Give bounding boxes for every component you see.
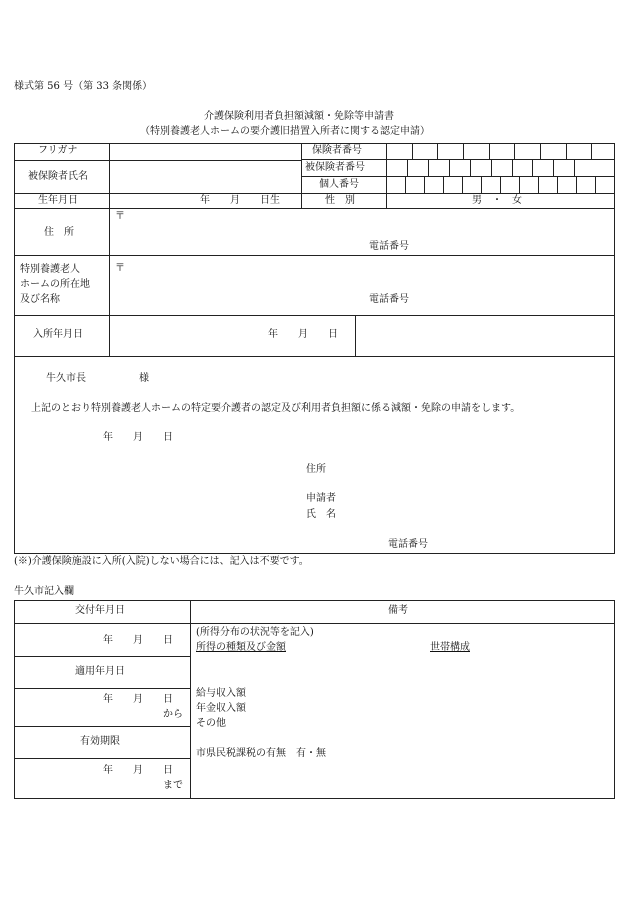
until-label: まで — [163, 780, 183, 791]
insured-name-label: 被保険者氏名 — [28, 171, 88, 182]
note-text: (※)介護保険施設に入所(入院)しない場合には、記入は不要です。 — [14, 556, 309, 567]
personal-number-label: 個人番号 — [319, 179, 359, 190]
declaration-statement: 上記のとおり特別養護老人ホームの特定要介護者の認定及び利用者負担額に係る減額・免除の申請をします。 — [31, 403, 521, 414]
income-type-label: 所得の種類及び金額 — [196, 642, 286, 653]
form-title: 介護保険利用者負担額減額・免除等申請書 — [204, 111, 394, 122]
city-section-heading: 牛久市記入欄 — [14, 586, 74, 597]
apply-date-fields: 年 月 日 — [103, 694, 173, 705]
valid-period-label: 有効期限 — [80, 736, 120, 747]
valid-period-fields: 年 月 日 — [103, 765, 173, 776]
tax-status-label: 市県民税課税の有無 有・無 — [196, 748, 326, 759]
sex-label: 性 別 — [325, 195, 355, 206]
home-postal-mark: 〒 — [115, 263, 125, 274]
home-phone-label: 電話番号 — [369, 294, 409, 305]
admission-date-fields: 年 月 日 — [268, 329, 338, 340]
applicant-phone-label: 電話番号 — [388, 539, 428, 550]
salary-label: 給与収入額 — [196, 688, 246, 699]
address-label: 住 所 — [44, 227, 74, 238]
from-label: から — [163, 709, 183, 720]
applicant-address-label: 住所 — [306, 464, 326, 475]
addressee: 牛久市長 — [46, 373, 86, 384]
pension-label: 年金収入額 — [196, 703, 246, 714]
form-number: 様式第 56 号（第 33 条関係） — [14, 81, 153, 92]
insured-number-label: 被保険者番号 — [305, 162, 365, 173]
income-note: (所得分布の状況等を記入) — [196, 627, 314, 638]
birthdate-fields: 年 月 日生 — [200, 195, 280, 206]
sex-options[interactable]: 男 ・ 女 — [472, 195, 522, 206]
birthdate-label: 生年月日 — [38, 195, 78, 206]
application-date-fields: 年 月 日 — [103, 432, 173, 443]
apply-date-label: 適用年月日 — [75, 666, 125, 677]
other-label: その他 — [196, 718, 226, 729]
applicant-name-label: 氏 名 — [306, 509, 336, 520]
home-label-line1: 特別養護老人 — [20, 264, 80, 275]
honorific: 様 — [139, 373, 149, 384]
applicant-label: 申請者 — [306, 493, 336, 504]
household-label: 世帯構成 — [430, 642, 470, 653]
insurer-number-label: 保険者番号 — [312, 145, 362, 156]
postal-mark: 〒 — [115, 211, 125, 222]
remarks-label: 備考 — [388, 605, 408, 616]
address-phone-label: 電話番号 — [369, 241, 409, 252]
admission-date-label: 入所年月日 — [33, 329, 83, 340]
form-subtitle: （特別養護老人ホームの要介護旧措置入所者に関する認定申請） — [140, 126, 430, 137]
home-label-line2: ホームの所在地 — [20, 279, 90, 290]
furigana-label: フリガナ — [38, 145, 78, 156]
home-label-line3: 及び名称 — [20, 294, 60, 305]
issue-date-label: 交付年月日 — [75, 605, 125, 616]
issue-date-fields: 年 月 日 — [103, 635, 173, 646]
